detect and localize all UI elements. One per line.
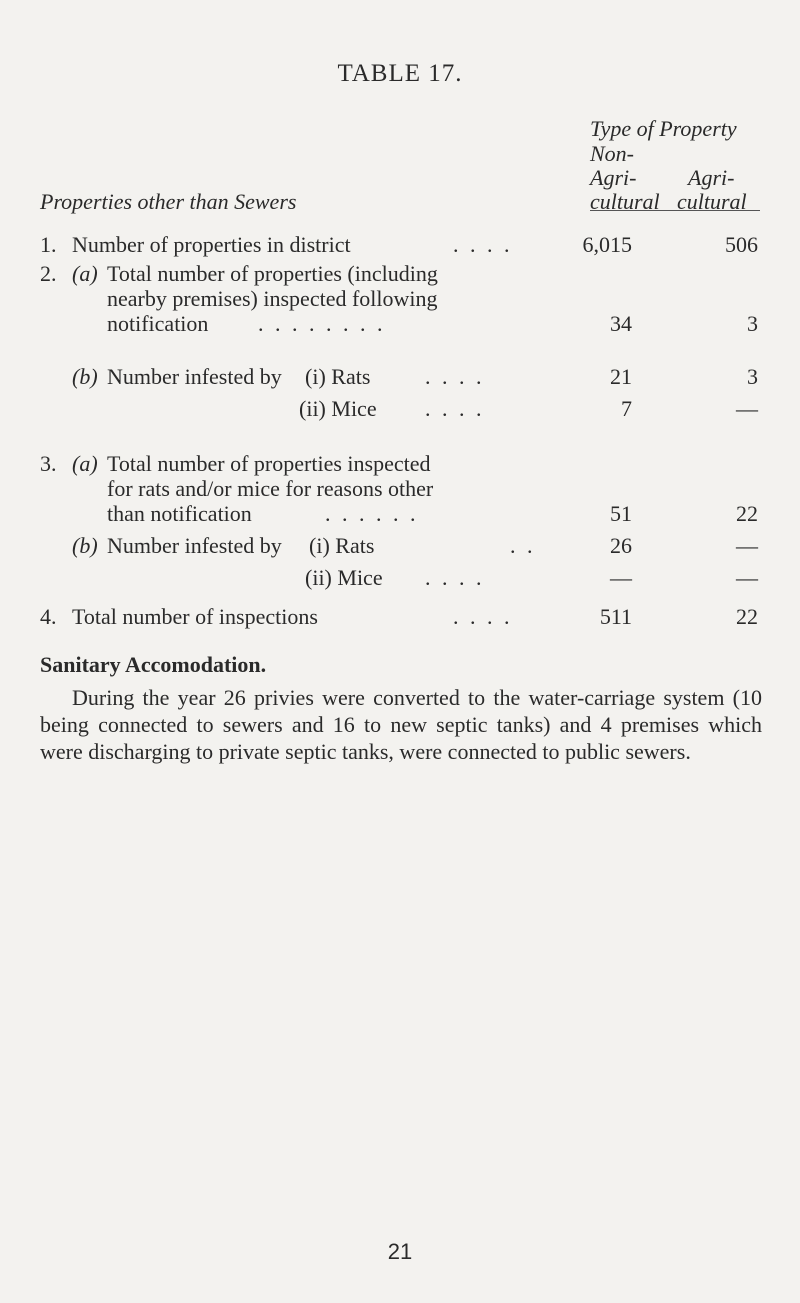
row2b-rats: (i) Rats [305,364,371,389]
row2-number: 2. [40,261,57,286]
col-agri-line2: cultural [677,189,747,214]
row2a-line3: notification [107,311,209,336]
col-nonagri-line1: Non- [590,141,634,166]
row1-text: Number of properties in district [72,232,351,257]
row3a-nonagri-value: 51 [610,501,632,526]
row3a-sub: (a) [72,451,98,476]
row-label-header: Properties other than Sewers [40,189,297,214]
row1-number: 1. [40,232,57,257]
row3b-text: Number infested by [107,533,282,558]
row3b-mice: (ii) Mice [305,565,383,590]
row3a-agri-value: 22 [736,501,758,526]
row2a-agri-value: 3 [747,311,758,336]
header-rule [590,210,760,211]
row2a-line2: nearby premises) inspected following [107,286,438,311]
row3a-line1: Total number of properties inspected [107,451,431,476]
row4-nonagri-value: 511 [599,604,632,629]
row3a-line3: than notification [107,501,252,526]
row2b-agri-value: 3 [747,364,758,389]
row2b-sub: (b) [72,364,98,389]
col-nonagri-line3: cultural [590,189,660,214]
row3a-line2: for rats and/or mice for reasons other [107,476,434,501]
row2a-nonagri-value: 34 [610,311,632,336]
row3b-agri-value: — [736,533,758,558]
row4-text: Total number of inspections [72,604,318,629]
row1-nonagri-value: 6,015 [582,232,632,257]
row2b-mice: (ii) Mice [299,396,377,421]
row2b-text: Number infested by [107,364,282,389]
row3b-mice-agri-value: — [736,565,758,590]
row2b-dots: . . . . [425,364,485,389]
row3b-nonagri-value: 26 [610,533,632,558]
row3a-dots: . . . . . . [325,501,419,526]
col-agri-line1: Agri- [688,165,735,190]
row3-number: 3. [40,451,57,476]
type-of-property-header: Type of Property [590,116,737,141]
body-paragraph: During the year 26 privies were converted to the water-carriage system (10 being connected to sewers and 16 to new septic tanks) and 4 premises which were discharging to private septic tanks, were connected to public sewers. [40,685,762,764]
row2a-line1: Total number of properties (including [107,261,438,286]
row4-number: 4. [40,604,57,629]
col-nonagri-line2: Agri- [590,165,637,190]
row4-dots: . . . . [453,604,513,629]
table-title: TABLE 17. [337,60,463,87]
row2b-mice-nonagri-value: 7 [621,396,632,421]
row3b-mice-dots: . . . . [425,565,485,590]
row3b-sub: (b) [72,533,98,558]
row2b-nonagri-value: 21 [610,364,632,389]
page-number: 21 [387,1239,413,1264]
section-heading: Sanitary Accomodation. [40,652,267,677]
row4-agri-value: 22 [736,604,758,629]
row1-agri-value: 506 [725,232,758,257]
row3b-dots: . . [510,533,536,558]
row2a-dots: . . . . . . . . [258,311,386,336]
row2a-sub: (a) [72,261,98,286]
row2b-mice-dots: . . . . [425,396,485,421]
row1-dots: . . . . [453,232,513,257]
row3b-mice-nonagri-value: — [610,565,632,590]
row2b-mice-agri-value: — [736,396,758,421]
row3b-rats: (i) Rats [309,533,375,558]
